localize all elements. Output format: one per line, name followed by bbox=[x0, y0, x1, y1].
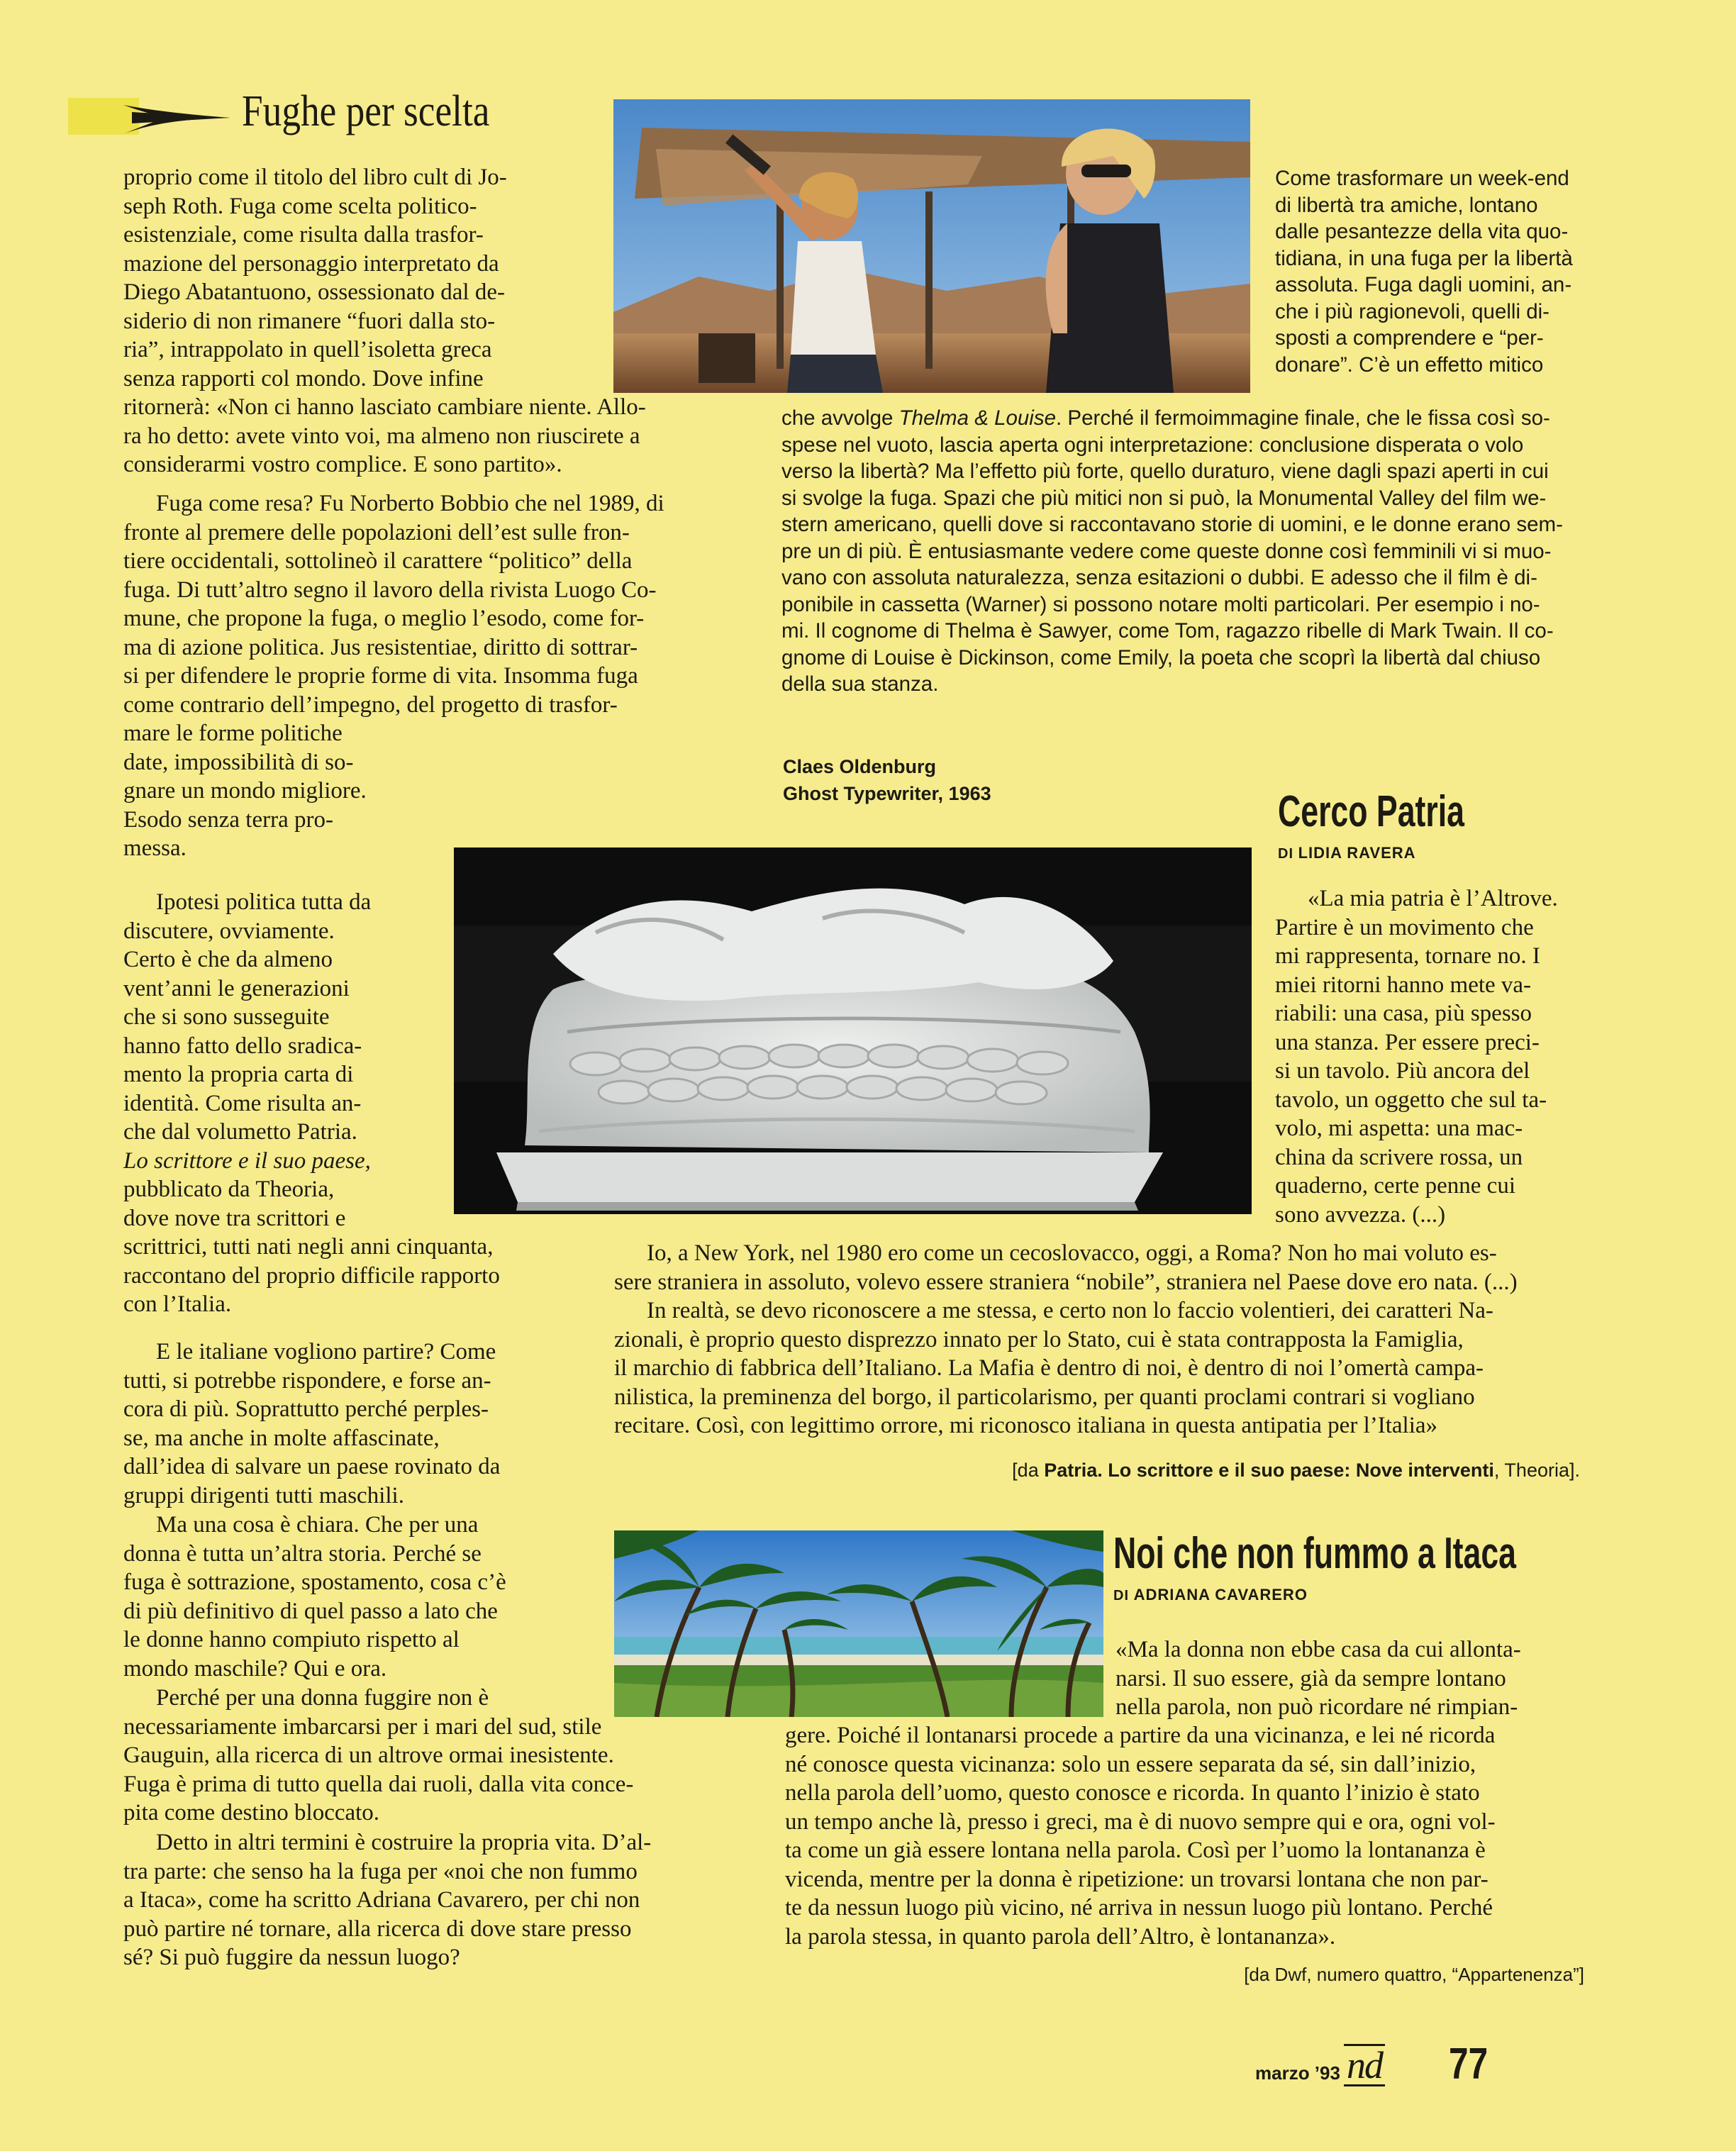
text-line: Perché per una donna fuggire non è bbox=[156, 1685, 489, 1711]
text-line: cora di più. Soprattutto perché perples- bbox=[123, 1396, 489, 1422]
text-line: gnare un mondo migliore. bbox=[123, 778, 367, 804]
text-line: siderio di non rimanere “fuori dalla sto- bbox=[123, 308, 496, 334]
text-line: sposti a comprendere e “per- bbox=[1275, 326, 1544, 350]
text-line: scrittrici, tutti nati negli anni cinquanta, bbox=[123, 1234, 494, 1260]
main-paragraph-5 bbox=[123, 1511, 591, 1683]
text-line: che si sono susseguite bbox=[123, 1004, 330, 1030]
text-line: dalle pesantezze della vita quo- bbox=[1275, 220, 1569, 243]
text-line: tra parte: che senso ha la fuga per «noi che non fummo bbox=[123, 1858, 638, 1884]
text-line: della sua stanza. bbox=[781, 672, 939, 696]
text-line: Esodo senza terra pro- bbox=[123, 806, 333, 833]
text-line: zionali, è proprio questo disprezzo innato per lo Stato, cui è stata contrapposta la Famiglia, bbox=[614, 1326, 1464, 1352]
text-line: tavolo, un oggetto che sul ta- bbox=[1275, 1086, 1547, 1113]
text-line: E le italiane vogliono partire? Come bbox=[156, 1339, 496, 1364]
text-line: hanno fatto dello sradica- bbox=[123, 1033, 362, 1059]
text-line: date, impossibilità di so- bbox=[123, 749, 354, 775]
text-line: fuga è sottrazione, spostamento, cosa c’è bbox=[123, 1569, 506, 1595]
cerco-patria-header bbox=[1278, 789, 1537, 862]
text-line: ponibile in cassetta (Warner) si possono notare molti particolari. Per esempio i no- bbox=[781, 592, 1540, 616]
text-line: vicenda, mentre per la donna è ripetizione: un trovarsi lontana che non par- bbox=[785, 1866, 1489, 1892]
arrow-icon bbox=[68, 87, 238, 143]
text-line: stern americano, quelli dove si raccontavano storie di uomini, e le donne erano sem- bbox=[781, 513, 1563, 536]
text-line: che i più ragionevoli, quelli di- bbox=[1275, 299, 1550, 323]
text-line: gere. Poiché il lontanarsi procede a partire da una vicinanza, e lei né ricorda bbox=[785, 1723, 1496, 1748]
text-line: Diego Abatantuono, ossessionato dal de- bbox=[123, 279, 505, 305]
text-line: nilistica, la preminenza del borgo, il particolarismo, per quanti proclami contrari si vogliano bbox=[614, 1384, 1475, 1410]
text-line: Lo scrittore e il suo paese, bbox=[123, 1147, 371, 1174]
text-line: assoluta. Fuga dagli uomini, an- bbox=[1275, 273, 1572, 296]
source-close: , Theoria]. bbox=[1493, 1460, 1580, 1481]
text-line: di libertà tra amiche, lontano bbox=[1275, 193, 1538, 217]
text-line: una stanza. Per essere preci- bbox=[1275, 1029, 1540, 1055]
text-line: sé? Si può fuggire da nessun luogo? bbox=[123, 1945, 460, 1970]
text-line: sono avvezza. (...) bbox=[1275, 1201, 1446, 1228]
text-line-part: che avvolge Thelma & Louise. Perché il fermoimmagine finale, che le fissa così so- bbox=[781, 406, 1550, 430]
text-line: mi rappresenta, tornare no. I bbox=[1275, 943, 1540, 969]
text-line: Fuga come resa? Fu Norberto Bobbio che nel 1989, di bbox=[156, 491, 664, 516]
text-line: fuga. Di tutt’altro segno il lavoro della rivista Luogo Co- bbox=[123, 577, 657, 603]
text-line: donna è tutta un’altra storia. Perché se bbox=[123, 1540, 482, 1567]
text-line: Come trasformare un week-end bbox=[1275, 167, 1569, 190]
text-line: necessariamente imbarcarsi per i mari del sud, stile bbox=[123, 1713, 602, 1740]
text-line: ritornerà: «Non ci hanno lasciato cambiare niente. Allo- bbox=[123, 394, 646, 420]
text-line: miei ritorni hanno mete va- bbox=[1275, 972, 1532, 998]
text-line: recitare. Così, con legittimo orrore, mi riconosco italiana in questa antipatia per l’Italia» bbox=[614, 1413, 1438, 1438]
text-line: le donne hanno compiuto rispetto al bbox=[123, 1627, 460, 1652]
itaca-text-narrow bbox=[1115, 1635, 1584, 1722]
section-title: Fughe per scelta bbox=[242, 87, 490, 135]
page-footer bbox=[1234, 2041, 1532, 2091]
text-line: mune, che propone la fuga, o meglio l’esodo, come for- bbox=[123, 606, 645, 631]
text-line: quaderno, certe penne cui bbox=[1275, 1173, 1515, 1199]
text-line: raccontano del proprio difficile rapporto bbox=[123, 1262, 500, 1289]
itaca-title: Noi che non fummo a Itaca bbox=[1113, 1529, 1517, 1578]
text-line: ma di azione politica. Jus resistentiae, diritto di sottrar- bbox=[123, 634, 638, 660]
text-line: ria”, intrappolato in quell’isoletta greca bbox=[123, 337, 492, 362]
byline-author: LIDIA RAVERA bbox=[1298, 844, 1416, 862]
text-line: che dal volumetto Patria. bbox=[123, 1119, 357, 1145]
text-line: volo, mi aspetta: una mac- bbox=[1275, 1116, 1523, 1141]
byline-prefix: DI bbox=[1113, 1588, 1129, 1603]
text-line: pita come destino bloccato. bbox=[123, 1800, 380, 1825]
text-line: Detto in altri termini è costruire la propria vita. D’al- bbox=[156, 1830, 652, 1855]
text-line: te da nessun luogo più vicino, né arriva in nessun luogo più lontano. Perché bbox=[785, 1895, 1493, 1921]
text-line: tidiana, in una fuga per la libertà bbox=[1275, 246, 1573, 270]
text-line: si un tavolo. Più ancora del bbox=[1275, 1058, 1530, 1084]
cerco-patria-text-wide bbox=[614, 1239, 1580, 1440]
text-line: mare le forme politiche bbox=[123, 721, 343, 746]
text-line: considerarmi vostro complice. E sono partito». bbox=[123, 452, 562, 477]
text-line: con l’Italia. bbox=[123, 1291, 232, 1317]
text-line: donare”. C’è un effetto mitico bbox=[1275, 352, 1544, 377]
text-line bbox=[781, 405, 1580, 432]
source-title: Patria. Lo scrittore e il suo paese: Nove interventi bbox=[1044, 1460, 1494, 1481]
itaca-byline bbox=[1113, 1586, 1673, 1604]
text-line: ra ho detto: avete vinto voi, ma almeno non riuscirete a bbox=[123, 423, 640, 449]
text-line: fronte al premere delle popolazioni dell’est sulle fron- bbox=[123, 519, 630, 545]
main-paragraph-2 bbox=[123, 489, 712, 863]
text-line: china da scrivere rossa, un bbox=[1275, 1144, 1523, 1170]
text-line: riabili: una casa, più spesso bbox=[1275, 1001, 1532, 1026]
text-line: «La mia patria è l’Altrove. bbox=[1308, 886, 1558, 911]
text-line: la parola stessa, in quanto parola dell’Altro, è lontananza». bbox=[785, 1923, 1336, 1950]
section-header bbox=[68, 87, 607, 143]
itaca-header bbox=[1113, 1530, 1673, 1604]
itaca-text-wide bbox=[785, 1721, 1584, 1951]
text-line: senza rapporti col mondo. Dove infine bbox=[123, 365, 484, 391]
text-line: identità. Come risulta an- bbox=[123, 1090, 362, 1116]
cerco-patria-text-narrow bbox=[1275, 884, 1580, 1229]
text-line: vano con assoluta naturalezza, senza esitazioni o dubbi. E adesso che il film è di- bbox=[781, 566, 1537, 589]
text-line: tiere occidentali, sottolineò il carattere “politico” della bbox=[123, 548, 633, 574]
text-line: nella parola, non può ricordare né rimpian- bbox=[1115, 1694, 1518, 1720]
page-number: 77 bbox=[1449, 2040, 1489, 2089]
text-line: ta come un già essere lontana nella parola. Così per l’uomo la lontananza è bbox=[785, 1838, 1486, 1863]
text-line: dall’idea di salvare un paese rovinato da bbox=[123, 1454, 501, 1479]
cerco-patria-source bbox=[709, 1457, 1580, 1483]
text-line: verso la libertà? Ma l’effetto più forte, quello duraturo, viene dagli spazi aperti in cui bbox=[781, 460, 1549, 483]
text-line: dove nove tra scrittori e bbox=[123, 1205, 346, 1231]
text-line: si per difendere le proprie forme di vita. Insomma fuga bbox=[123, 663, 638, 689]
thelma-louise-photo bbox=[613, 99, 1250, 393]
itaca-source: [da Dwf, numero quattro, “Appartenenza”] bbox=[1244, 1964, 1584, 1985]
text-line: In realtà, se devo riconoscere a me stessa, e certo non lo faccio volentieri, dei caratteri Na- bbox=[647, 1298, 1493, 1323]
text-line: pubblicato da Theoria, bbox=[123, 1177, 335, 1202]
text-line: mi. Il cognome di Thelma è Sawyer, come Tom, ragazzo ribelle di Mark Twain. Il co- bbox=[781, 619, 1554, 643]
cerco-patria-byline bbox=[1278, 844, 1537, 862]
text-line: mento la propria carta di bbox=[123, 1062, 354, 1087]
text-line: Partire è un movimento che bbox=[1275, 914, 1534, 940]
text-line: spese nel vuoto, lascia aperta ogni interpretazione: conclusione disperata o volo bbox=[781, 433, 1524, 457]
artwork-caption bbox=[783, 753, 991, 807]
thelma-caption-wide bbox=[781, 405, 1580, 698]
text-line: Ma una cosa è chiara. Che per una bbox=[156, 1512, 479, 1538]
ghost-typewriter-photo bbox=[454, 847, 1252, 1214]
byline-prefix: DI bbox=[1278, 846, 1293, 862]
text-line: discutere, ovviamente. bbox=[123, 918, 335, 944]
text-line: Gauguin, alla ricerca di un altrove ormai inesistente. bbox=[123, 1743, 614, 1768]
text-line: mondo maschile? Qui e ora. bbox=[123, 1655, 387, 1682]
byline-author: ADRIANA CAVARERO bbox=[1133, 1586, 1308, 1603]
text-line: tutti, si potrebbe rispondere, e forse an- bbox=[123, 1367, 491, 1394]
text-line: gnome di Louise è Dickinson, come Emily, la poeta che scoprì la libertà dal chiuso bbox=[781, 645, 1541, 669]
text-line: Certo è che da almeno bbox=[123, 947, 333, 972]
thelma-caption-narrow bbox=[1275, 165, 1574, 378]
film-title: Thelma & Louise bbox=[898, 406, 1057, 430]
issue-date: marzo ’93 bbox=[1255, 2062, 1340, 2084]
magazine-logo: nd bbox=[1344, 2044, 1385, 2086]
main-paragraph-4 bbox=[123, 1338, 591, 1510]
text-line: pre un di più. È entusiasmante vedere come queste donne così femminili vi si muo- bbox=[781, 539, 1552, 563]
text-line: un tempo anche là, presso i greci, ma è di nuovo sempre qui e ora, ogni vol- bbox=[785, 1808, 1496, 1835]
text-line: nella parola dell’uomo, questo conosce e ricorda. In quanto l’inizio è stato bbox=[785, 1780, 1480, 1806]
text-line: a Itaca», come ha scritto Adriana Cavarero, per chi non bbox=[123, 1887, 640, 1913]
text-line: Fuga è prima di tutto quella dai ruoli, dalla vita conce- bbox=[123, 1771, 634, 1797]
text-line: messa. bbox=[123, 835, 187, 861]
text-line: seph Roth. Fuga come scelta politico- bbox=[123, 193, 477, 219]
text-line: si svolge la fuga. Spazi che più mitici non si può, la Monumental Valley del film we- bbox=[781, 486, 1547, 510]
text-line: esistenziale, come risulta dalla trasfor- bbox=[123, 222, 484, 248]
artwork-artist: Claes Oldenburg bbox=[783, 756, 937, 777]
text-line: «Ma la donna non ebbe casa da cui allonta- bbox=[1115, 1637, 1521, 1662]
text-line: come contrario dell’impegno, del progetto di trasfor- bbox=[123, 691, 618, 718]
text-line: gruppi dirigenti tutti maschili. bbox=[123, 1482, 404, 1508]
text-line: narsi. Il suo essere, già da sempre lontano bbox=[1115, 1665, 1506, 1691]
text-line: può partire né tornare, alla ricerca di dove stare presso bbox=[123, 1916, 632, 1942]
text-line: vent’anni le generazioni bbox=[123, 975, 350, 1001]
text-line: mazione del personaggio interpretato da bbox=[123, 250, 499, 277]
text-line: né conosce questa vicinanza: solo un essere separata da sé, sin dall’inizio, bbox=[785, 1751, 1476, 1777]
text-line: Io, a New York, nel 1980 ero come un cecoslovacco, oggi, a Roma? Non ho mai voluto es- bbox=[647, 1240, 1497, 1266]
text-line: proprio come il titolo del libro cult di Jo- bbox=[123, 165, 507, 190]
text-line: il marchio di fabbrica dell’Italiano. La Mafia è dentro di noi, è dentro di noi l’omertà campa- bbox=[614, 1355, 1484, 1381]
palm-beach-photo bbox=[614, 1530, 1103, 1717]
text-line: di più definitivo di quel passo a lato che bbox=[123, 1598, 498, 1624]
text-line: se, ma anche in molte affascinate, bbox=[123, 1425, 440, 1451]
cerco-patria-title: Cerco Patria bbox=[1278, 787, 1465, 836]
text-line: sere straniera in assoluto, volevo essere straniera “nobile”, straniera nel Paese dove ero nata. (...) bbox=[614, 1269, 1518, 1295]
artwork-title: Ghost Typewriter, 1963 bbox=[783, 783, 991, 804]
text-line: Ipotesi politica tutta da bbox=[156, 889, 372, 915]
source-open: [da bbox=[1012, 1460, 1045, 1481]
main-paragraph-7 bbox=[123, 1828, 762, 1972]
